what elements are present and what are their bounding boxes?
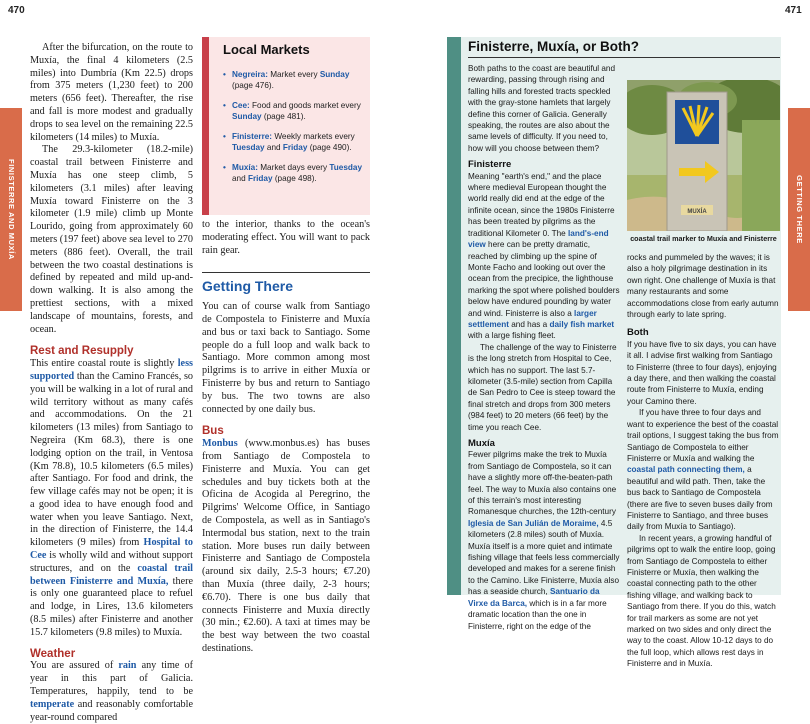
getting-there-paragraph: You can of course walk from Santiago de Compostela to Finisterre and Muxía and bus or taxi back to Santiago. Some people do a full loop and walk back to Santiago. More common among most pilgrims is to arrive in either Muxía or Finisterre by bus and return to Santiago by bus. The two towns are also connected by one daily bus. [202,301,370,415]
markets-list [223,69,362,184]
route-paragraph: After the bifurcation, on the route to Muxía, the final 4 kilometers (2.5 miles) into Dumbría (Km 22.5) drops from 375 meters (1,230 feet) to 200 meters (656 feet). Thereafter, the rise and fall is more modest and gradually drops to sea level on the remaining 22.5 kilometers (14 miles) to Muxía. [30,42,193,143]
local-markets-box [202,37,370,215]
market-item: • Negreira: Market every Sunday (page 476). [223,70,350,90]
left-side-tab [0,108,22,311]
market-item: • Cee: Food and goods market every Sunday (page 481). [223,101,361,121]
trail-marker-photo [627,80,780,231]
right-page-number: 471 [785,5,802,16]
getting-there-heading: Getting There [202,278,294,295]
both-heading: Both [627,327,649,339]
finisterre-paragraph: Meaning "earth's end," and the place where medieval European thought the world really did end at the edge of the infinite ocean, since the 1980s Finisterre has been treated by pilgrims as the traditional Kilometer 0. The land's-end view here can be pretty dramatic, reached by climbing up the spine of Monte Facho and looking out over the ocean from the precipice, the lighthouse marking the spot where polished boulders below have endured pounding by water and wind. Finisterre is also a larger settlement and has a daily fish market with a large fishing fleet. [468,171,620,341]
right-side-tab-label: GETTING THERE [794,175,804,244]
weather-continued: to the interior, thanks to the ocean's moderating effect. You will want to pack rain gear. [202,219,370,256]
muxia-continued: rocks and pummeled by the waves; it is also a holy pilgrimage destination in its own right. One challenge of Muxía is that many restaurants and some accommodations close from early autumn through early to late spring. [627,253,779,320]
title-rule [468,57,780,58]
intro-paragraph: Both paths to the coast are beautiful and rewarding, passing through rising and falling hills and forested tracts speckled with the gray-stone hamlets that largely define this corner of Galicia. Generally speaking, the routes are also about the same levels of difficulty. If you need to, how will you choose between them? [468,64,616,153]
rest-resupply-heading: Rest and Resupply [30,345,134,358]
getting-there-section [202,272,370,293]
bus-paragraph: Monbus (www.monbus.es) has buses from Santiago de Compostela to Finisterre and Muxía. You can get schedules and buy tickets both at the Oficina de Acogida al Peregrino, the Pilgrims' Welcome Office, in Santiago de Compostela, as well as in Santiago's Intermodal bus station, next to the train station. More buses run daily between Finisterre and Santiago de Compostela (around six daily, 2.5-3 hours; €7.20) than Muxía (three daily, 2-3 hours; €6.70). There is one bus daily that connects Finisterre and Muxía directly (30 min.; €2.60). A taxi at times may be the best way between the two coastal destinations. [202,438,370,654]
box-title: Finisterre, Muxía, or Both? [468,39,640,54]
finisterre-heading: Finisterre [468,159,512,171]
bus-heading: Bus [202,425,224,438]
left-column-1 [30,42,193,724]
rest-resupply-paragraph: This entire coastal route is slightly less supported than the Camino Francés, so you will be walking in a lot of rural and wild territory without as many cafés and accommodations. On the 21 kilometers (13 miles) from Santiago to Negreira (Km 68.3), there is one lodging option on the trail, in Ventosa (Km 78.8), 10.5 kilometers (6.5 miles) after Santiago. For food and drink, the few village cafés may not be open; it is a good idea to have enough food and water when you leave Santiago. Next, in the direction of Finisterre, the 14.4 kilometers (9 miles) from Hospital to Cee is wholly wild and without support structures, and on the coastal trail between Finisterre and Muxía, there is only one guaranteed place to refuel and lodge, in Lires, 13.6 kilometers (8.5 miles) after Finisterre and another 15.7 kilometers (9.8 miles) to Muxía. [30,358,194,638]
finisterre-muxia-box [447,37,781,669]
trail-marker-image [627,80,780,231]
right-side-tab [788,108,810,311]
photo-caption: coastal trail marker to Muxía and Finisterre [630,234,777,243]
market-item: • Finisterre: Weekly markets every Tuesday and Friday (page 490). [223,132,355,152]
coastal-trail-paragraph: The 29.3-kilometer (18.2-mile) coastal trail between Finisterre and Muxía has one steep climb, 5 kilometers (3.1 miles) after leaving Muxía toward Finisterre on the 3 kilometer (1.9 mile) climb up Monte Lourido, going from approximately 60 meters (197 feet) above sea level to 270 meters (886 feet). Overall, the trail between the two coastal destinations is defined by repeated and mild up-and-down walking. It is also among the prettiest sections, with a mixed landscape of mountains, forests, and ocean. [30,144,193,335]
both-paragraph-1: If you have five to six days, you can have it all. I advise first walking from Santiago to Finisterre (three to four days), enjoying a day there, and then walking the coastal route from Finisterre to Muxía, ending your Camino there. [627,339,777,406]
muxia-paragraph: Fewer pilgrims make the trek to Muxía from Santiago de Compostela, so it can have a slightly more off-the-beaten-path feel. The way to Muxía also contains one of this terrain's most interesting Romanesque churches, the 12th-century Iglesia de San Julián de Moraime, 4.5 kilometers (2.8 miles) south of Muxía. Muxía itself is a more quiet and intimate fishing village that feels less commercially developed and makes for a serene finish to the Camino. Like Finisterre, Muxía also has a seaside church, Santuario da Virxe da Barca, which is in a far more dramatic location than the one in Finisterre, right on the edge of the [468,450,620,631]
muxia-heading: Muxía [468,438,495,449]
both-paragraph-3: In recent years, a growing handful of pilgrims opt to walk the entire loop, going from Santiago de Compostela to either Finisterre or Muxía, then walking the coastal connecting path to the other fishing village, and walking back to Santiago from there. If you do this, watch for trail markers as some are not yet marked on two sides and only direct the way to the coast. Allow 10-12 days to do the full loop, which allows rest days in Finisterre and in Muxía. [627,533,776,669]
both-paragraph-2: If you have three to four days and want to experience the best of the coastal trail options, I suggest taking the bus from Santiago de Compostela to either Finisterre or Muxía and walking the coastal path connecting them, a beautiful and wild path. Then, take the bus back to Santiago de Compostela (there are five to seven buses daily from Finisterre to Santiago, and three buses daily from Muxía to Santiago). [627,408,779,532]
market-item: • Muxía: Market days every Tuesday and Friday (page 498). [223,163,362,183]
weather-heading: Weather [30,647,76,660]
weather-paragraph: You are assured of rain any time of year in this part of Galicia. Temperatures, happily, tend to be temperate and reasonably comfortable year-round compared [30,660,194,723]
left-column-2 [202,219,370,656]
box-column-b [627,252,780,670]
left-side-tab-label: FINISTERRE AND MUXÍA [6,159,16,260]
box-column-a [468,63,620,632]
finisterre-challenge-paragraph: The challenge of the way to Finisterre is the long stretch from Hospital to Cee, which has no support. The last 5.7-kilometer (3.5-mile) section from Capilla de San Pedro to Cee is steep toward the final stretch and drops from 300 meters (984 feet) to 20 meters (66 feet) by the time you reach Cee. [468,342,617,432]
left-page-number: 470 [8,5,25,16]
local-markets-title: Local Markets [223,42,310,57]
marker-text: MUXÍA [687,209,707,215]
